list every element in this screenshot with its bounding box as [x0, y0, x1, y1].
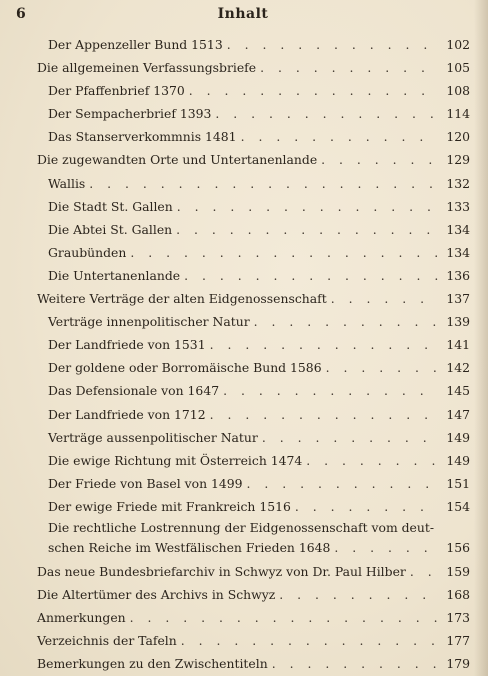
toc-entry-page: 149 — [446, 452, 470, 468]
toc-entry — [26, 629, 470, 652]
toc-entry-title: Das Defensionale von 1647 — [48, 383, 220, 399]
dot-leader — [331, 287, 438, 310]
table-of-contents — [26, 33, 470, 675]
toc-entry-title: Der Landfriede von 1531 — [48, 337, 206, 353]
dot-leader — [227, 33, 438, 56]
toc-entry-page: 147 — [446, 406, 470, 422]
toc-entry-page: 139 — [446, 314, 470, 330]
dot-leader — [130, 241, 438, 264]
toc-entry — [26, 379, 470, 402]
toc-entry — [26, 426, 470, 449]
toc-entry — [26, 125, 470, 148]
toc-entry — [26, 195, 470, 218]
toc-entry-page: 145 — [446, 383, 470, 399]
dot-leader — [176, 218, 438, 241]
toc-entry-page: 105 — [446, 60, 470, 76]
toc-entry-page: 141 — [446, 337, 470, 353]
toc-entry-page: 151 — [446, 475, 470, 491]
toc-entry-title: Der goldene oder Borromäische Bund 1586 — [48, 360, 322, 376]
dot-leader — [177, 195, 438, 218]
toc-entry — [26, 33, 470, 56]
dot-leader — [241, 125, 438, 148]
toc-entry-page: 134 — [446, 221, 470, 237]
page-header — [16, 6, 470, 28]
toc-entry-page: 120 — [446, 129, 470, 145]
toc-entry-title: Bemerkungen zu den Zwischentiteln — [37, 656, 268, 672]
toc-entry-title: Graubünden — [48, 244, 127, 260]
toc-entry — [26, 218, 470, 241]
toc-entry-title: Der Sempacherbrief 1393 — [48, 106, 212, 122]
dot-leader — [130, 606, 438, 629]
toc-entry-title-line2: schen Reiche im Westfälischen Frieden 1648 — [48, 539, 331, 555]
page-number: 6 — [16, 6, 26, 22]
toc-entry-title: Verträge aussenpolitischer Natur — [48, 429, 258, 445]
toc-entry-page: 173 — [446, 610, 470, 626]
toc-entry-title: Der Landfriede von 1712 — [48, 406, 206, 422]
dot-leader — [184, 264, 438, 287]
toc-entry — [26, 56, 470, 79]
dot-leader — [306, 449, 438, 472]
toc-entry-title: Die Stadt St. Gallen — [48, 198, 173, 214]
toc-entry-page: 102 — [446, 37, 470, 52]
toc-entry-page: 154 — [446, 498, 470, 514]
toc-entry-title: Anmerkungen — [37, 610, 126, 626]
dot-leader — [260, 56, 438, 79]
toc-entry-multiline — [26, 518, 470, 560]
toc-entry — [26, 495, 470, 518]
toc-entry-title: Der Appenzeller Bund 1513 — [48, 37, 223, 52]
toc-entry-page: 156 — [446, 539, 470, 555]
toc-entry — [26, 583, 470, 606]
dot-leader — [215, 102, 438, 125]
toc-entry — [26, 172, 470, 195]
toc-entry — [26, 606, 470, 629]
toc-entry-page: 168 — [446, 587, 470, 603]
toc-entry-title: Das Stanserverkommnis 1481 — [48, 129, 237, 145]
dot-leader — [89, 172, 438, 195]
dot-leader — [262, 426, 438, 449]
toc-entry-title: Die Untertanenlande — [48, 267, 181, 283]
toc-entry-page: 179 — [446, 656, 470, 672]
toc-entry-title: Die ewige Richtung mit Österreich 1474 — [48, 452, 303, 468]
toc-entry-page: 108 — [446, 83, 470, 99]
toc-entry-title: Die allgemeinen Verfassungsbriefe — [37, 60, 257, 76]
toc-entry — [26, 449, 470, 472]
dot-leader — [223, 379, 438, 402]
toc-entry-page: 129 — [446, 152, 470, 168]
toc-entry — [26, 652, 470, 675]
toc-entry-page: 114 — [446, 106, 470, 122]
toc-entry — [26, 310, 470, 333]
page-title: Inhalt — [217, 6, 269, 22]
toc-entry — [26, 79, 470, 102]
toc-entry — [26, 148, 470, 171]
toc-entry-title: Wallis — [48, 175, 86, 191]
toc-entry-title-line1: Die rechtliche Lostrennung der Eidgenossenschaft vom deut- — [48, 519, 435, 535]
toc-entry-page: 136 — [446, 267, 470, 283]
dot-leader — [189, 79, 438, 102]
toc-entry-title: Weitere Verträge der alten Eidgenossenschaft — [37, 291, 327, 307]
toc-entry-page: 142 — [446, 360, 470, 376]
toc-entry — [26, 264, 470, 287]
toc-entry — [26, 333, 470, 356]
toc-entry-page: 133 — [446, 198, 470, 214]
toc-entry-title: Verträge innenpolitischer Natur — [48, 314, 250, 330]
toc-entry — [26, 472, 470, 495]
toc-entry-title: Der Friede von Basel von 1499 — [48, 475, 243, 491]
toc-entry-page: 132 — [446, 175, 470, 191]
page-edge-shadow — [474, 0, 488, 676]
toc-entry — [26, 287, 470, 310]
toc-entry-title: Verzeichnis der Tafeln — [37, 633, 177, 649]
dot-leader — [181, 629, 438, 652]
toc-entry-page: 177 — [446, 633, 470, 649]
toc-entry-page: 159 — [446, 563, 470, 579]
toc-entry — [26, 102, 470, 125]
dot-leader — [210, 403, 438, 426]
toc-entry — [26, 403, 470, 426]
dot-leader — [272, 652, 438, 675]
toc-entry-title: Der ewige Friede mit Frankreich 1516 — [48, 498, 291, 514]
dot-leader — [326, 356, 438, 379]
toc-entry — [26, 241, 470, 264]
dot-leader — [247, 472, 438, 495]
dot-leader — [295, 495, 438, 518]
toc-entry-page: 149 — [446, 429, 470, 445]
dot-leader — [410, 560, 438, 583]
dot-leader — [334, 538, 438, 558]
dot-leader — [321, 148, 438, 171]
toc-entry — [26, 356, 470, 379]
toc-entry-title: Die Altertümer des Archivs in Schwyz — [37, 587, 276, 603]
dot-leader — [279, 583, 438, 606]
toc-entry-title: Die Abtei St. Gallen — [48, 221, 173, 237]
dot-leader — [254, 310, 438, 333]
toc-entry-page: 137 — [446, 291, 470, 307]
dot-leader — [210, 333, 438, 356]
toc-entry-title: Die zugewandten Orte und Untertanenlande — [37, 152, 318, 168]
toc-entry-page: 134 — [446, 244, 470, 260]
toc-entry — [26, 560, 470, 583]
toc-entry-title: Das neue Bundesbriefarchiv in Schwyz von Dr. Paul Hilber — [37, 563, 406, 579]
toc-entry-title: Der Pfaffenbrief 1370 — [48, 83, 185, 99]
